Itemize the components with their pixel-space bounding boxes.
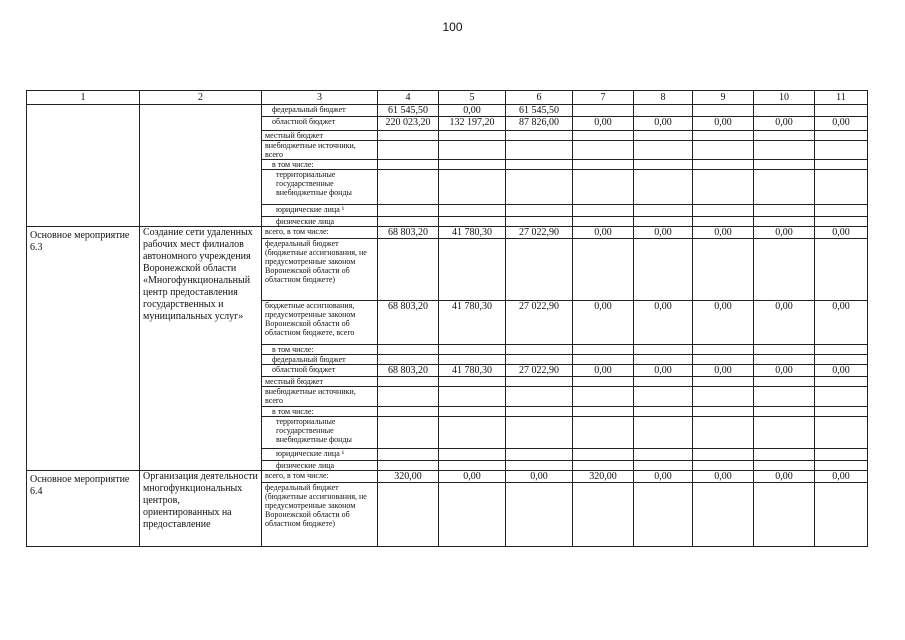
value-cell [693, 345, 754, 355]
budget-source-label: внебюджетные источники, всего [262, 141, 378, 160]
value-cell: 41 780,30 [439, 365, 506, 377]
value-cell: 0,00 [754, 471, 815, 483]
value-cell [573, 170, 634, 205]
value-cell [573, 407, 634, 417]
value-cell [815, 131, 868, 141]
value-cell: 0,00 [573, 365, 634, 377]
header-cell: 10 [754, 91, 815, 105]
budget-source-label: всего, в том числе: [262, 227, 378, 239]
value-cell [439, 217, 506, 227]
value-cell [754, 449, 815, 461]
value-cell [693, 449, 754, 461]
value-cell: 0,00 [754, 301, 815, 345]
value-cell: 0,00 [754, 365, 815, 377]
value-cell [506, 407, 573, 417]
value-cell [693, 105, 754, 117]
value-cell [634, 217, 693, 227]
page-number: 100 [442, 20, 463, 34]
value-cell: 0,00 [573, 301, 634, 345]
value-cell [573, 131, 634, 141]
header-cell: 7 [573, 91, 634, 105]
measure-description-cell [140, 105, 262, 227]
value-cell [506, 461, 573, 471]
value-cell: 0,00 [634, 301, 693, 345]
value-cell: 0,00 [693, 471, 754, 483]
value-cell [439, 417, 506, 449]
value-cell [634, 461, 693, 471]
value-cell: 220 023,20 [378, 117, 439, 131]
header-cell: 11 [815, 91, 868, 105]
value-cell: 0,00 [634, 471, 693, 483]
value-cell: 0,00 [693, 365, 754, 377]
value-cell [693, 141, 754, 160]
budget-source-label: областной бюджет [262, 365, 378, 377]
value-cell [693, 205, 754, 217]
value-cell [815, 417, 868, 449]
value-cell [693, 239, 754, 301]
budget-source-label: федеральный бюджет (бюджетные ассигнования, не предусмотренные законом Воронежской области об областном бюджете) [262, 239, 378, 301]
value-cell [754, 217, 815, 227]
budget-source-label: территориальные государственные внебюджетные фонды [262, 417, 378, 449]
value-cell [506, 205, 573, 217]
value-cell: 0,00 [815, 117, 868, 131]
measure-name-cell [27, 105, 140, 227]
value-cell [634, 105, 693, 117]
value-cell [378, 170, 439, 205]
value-cell [693, 483, 754, 547]
budget-table [26, 90, 868, 547]
value-cell [378, 239, 439, 301]
value-cell [439, 131, 506, 141]
value-cell [693, 417, 754, 449]
value-cell [573, 141, 634, 160]
value-cell [815, 205, 868, 217]
value-cell [815, 160, 868, 170]
value-cell [506, 239, 573, 301]
value-cell [506, 355, 573, 365]
budget-source-label: федеральный бюджет (бюджетные ассигнования, не предусмотренные законом Воронежской области об областном бюджете) [262, 483, 378, 547]
value-cell [634, 239, 693, 301]
value-cell [439, 205, 506, 217]
value-cell [815, 449, 868, 461]
value-cell [634, 170, 693, 205]
value-cell: 0,00 [634, 227, 693, 239]
value-cell: 0,00 [693, 301, 754, 345]
value-cell [815, 217, 868, 227]
value-cell [378, 141, 439, 160]
value-cell [439, 239, 506, 301]
value-cell [754, 407, 815, 417]
value-cell [634, 205, 693, 217]
value-cell [754, 131, 815, 141]
measure-description: Создание сети удаленных рабочих мест филиалов автономного учреждения Воронежской области «Многофункциональный центр предоставления государственных и муниципальных услуг» [140, 227, 262, 471]
value-cell [693, 160, 754, 170]
budget-source-label: внебюджетные источники, всего [262, 387, 378, 407]
value-cell: 320,00 [378, 471, 439, 483]
value-cell [815, 407, 868, 417]
value-cell [378, 377, 439, 387]
value-cell [815, 387, 868, 407]
value-cell: 0,00 [439, 105, 506, 117]
value-cell [378, 131, 439, 141]
value-cell [815, 170, 868, 205]
value-cell [754, 141, 815, 160]
value-cell: 0,00 [573, 227, 634, 239]
budget-source-label: территориальные государственные внебюджетные фонды [262, 170, 378, 205]
value-cell: 0,00 [815, 227, 868, 239]
budget-source-label: бюджетные ассигнования, предусмотренные законом Воронежской области об областном бюджете, всего [262, 301, 378, 345]
value-cell: 0,00 [634, 365, 693, 377]
value-cell [506, 217, 573, 227]
value-cell [439, 461, 506, 471]
value-cell [506, 387, 573, 407]
value-cell [634, 345, 693, 355]
value-cell [693, 355, 754, 365]
value-cell: 0,00 [815, 301, 868, 345]
measure-name: Основное мероприятие 6.4 [27, 471, 140, 547]
value-cell [506, 160, 573, 170]
value-cell [815, 239, 868, 301]
value-cell [634, 131, 693, 141]
header-cell: 5 [439, 91, 506, 105]
value-cell [439, 345, 506, 355]
value-cell: 0,00 [573, 117, 634, 131]
value-cell [754, 461, 815, 471]
value-cell [693, 131, 754, 141]
header-row [27, 91, 868, 105]
value-cell [378, 355, 439, 365]
value-cell [815, 105, 868, 117]
value-cell: 0,00 [693, 117, 754, 131]
value-cell [439, 355, 506, 365]
value-cell [378, 345, 439, 355]
budget-source-label: всего, в том числе: [262, 471, 378, 483]
value-cell [693, 170, 754, 205]
value-cell [754, 170, 815, 205]
value-cell [815, 141, 868, 160]
value-cell [378, 483, 439, 547]
value-cell [506, 141, 573, 160]
value-cell [815, 483, 868, 547]
value-cell [378, 217, 439, 227]
value-cell [573, 217, 634, 227]
value-cell: 68 803,20 [378, 227, 439, 239]
value-cell [573, 461, 634, 471]
table-row [27, 471, 868, 483]
value-cell [754, 387, 815, 407]
value-cell [439, 141, 506, 160]
value-cell [439, 483, 506, 547]
budget-source-label: местный бюджет [262, 377, 378, 387]
value-cell: 132 197,20 [439, 117, 506, 131]
value-cell [754, 345, 815, 355]
value-cell: 0,00 [634, 117, 693, 131]
measure-name: Основное мероприятие 6.3 [27, 227, 140, 471]
value-cell [573, 355, 634, 365]
value-cell: 320,00 [573, 471, 634, 483]
value-cell [634, 483, 693, 547]
value-cell [439, 387, 506, 407]
value-cell [754, 417, 815, 449]
budget-source-label: федеральный бюджет [262, 355, 378, 365]
value-cell [573, 449, 634, 461]
budget-source-label: в том числе: [262, 407, 378, 417]
budget-source-label: местный бюджет [262, 131, 378, 141]
value-cell [573, 387, 634, 407]
value-cell: 0,00 [754, 117, 815, 131]
value-cell [634, 407, 693, 417]
value-cell [378, 461, 439, 471]
value-cell: 27 022,90 [506, 301, 573, 345]
value-cell [634, 377, 693, 387]
value-cell [573, 105, 634, 117]
value-cell [815, 377, 868, 387]
value-cell: 68 803,20 [378, 365, 439, 377]
value-cell [506, 377, 573, 387]
value-cell [378, 449, 439, 461]
table-row [27, 227, 868, 239]
value-cell [754, 483, 815, 547]
value-cell: 27 022,90 [506, 227, 573, 239]
value-cell: 61 545,50 [506, 105, 573, 117]
value-cell [693, 217, 754, 227]
value-cell [506, 417, 573, 449]
value-cell [573, 205, 634, 217]
value-cell [506, 345, 573, 355]
value-cell [506, 170, 573, 205]
value-cell [634, 449, 693, 461]
value-cell [439, 449, 506, 461]
value-cell: 87 826,00 [506, 117, 573, 131]
value-cell: 0,00 [506, 471, 573, 483]
value-cell [573, 377, 634, 387]
value-cell [754, 239, 815, 301]
value-cell [439, 377, 506, 387]
value-cell [506, 449, 573, 461]
value-cell [754, 160, 815, 170]
value-cell: 61 545,50 [378, 105, 439, 117]
budget-source-label: областной бюджет [262, 117, 378, 131]
budget-source-label: физические лица [262, 217, 378, 227]
header-cell: 4 [378, 91, 439, 105]
budget-source-label: в том числе: [262, 345, 378, 355]
header-cell: 9 [693, 91, 754, 105]
value-cell: 41 780,30 [439, 227, 506, 239]
value-cell [573, 345, 634, 355]
value-cell [573, 417, 634, 449]
budget-source-label: юридические лица ¹ [262, 449, 378, 461]
budget-source-label: физические лица [262, 461, 378, 471]
header-cell: 2 [140, 91, 262, 105]
table-row [27, 105, 868, 117]
value-cell [634, 417, 693, 449]
value-cell [693, 407, 754, 417]
value-cell [378, 160, 439, 170]
budget-source-label: в том числе: [262, 160, 378, 170]
value-cell [693, 461, 754, 471]
budget-source-label: федеральный бюджет [262, 105, 378, 117]
value-cell [634, 160, 693, 170]
value-cell [634, 355, 693, 365]
value-cell [506, 131, 573, 141]
value-cell [378, 417, 439, 449]
value-cell: 68 803,20 [378, 301, 439, 345]
value-cell [634, 387, 693, 407]
value-cell [754, 355, 815, 365]
value-cell [634, 141, 693, 160]
value-cell: 0,00 [815, 365, 868, 377]
value-cell: 41 780,30 [439, 301, 506, 345]
value-cell [506, 483, 573, 547]
value-cell: 0,00 [815, 471, 868, 483]
value-cell [439, 407, 506, 417]
measure-description: Организация деятельности многофункциональных центров, ориентированных на предоставление [140, 471, 262, 547]
value-cell [439, 160, 506, 170]
value-cell [378, 407, 439, 417]
value-cell [573, 483, 634, 547]
header-cell: 6 [506, 91, 573, 105]
budget-source-label: юридические лица ¹ [262, 205, 378, 217]
value-cell [439, 170, 506, 205]
value-cell [573, 239, 634, 301]
value-cell [573, 160, 634, 170]
header-cell: 3 [262, 91, 378, 105]
value-cell [378, 205, 439, 217]
header-cell: 8 [634, 91, 693, 105]
value-cell [754, 105, 815, 117]
value-cell [754, 377, 815, 387]
header-cell: 1 [27, 91, 140, 105]
value-cell [378, 387, 439, 407]
value-cell [815, 461, 868, 471]
value-cell: 0,00 [439, 471, 506, 483]
value-cell [693, 377, 754, 387]
value-cell [815, 345, 868, 355]
value-cell: 27 022,90 [506, 365, 573, 377]
value-cell: 0,00 [693, 227, 754, 239]
value-cell: 0,00 [754, 227, 815, 239]
value-cell [693, 387, 754, 407]
value-cell [815, 355, 868, 365]
value-cell [754, 205, 815, 217]
